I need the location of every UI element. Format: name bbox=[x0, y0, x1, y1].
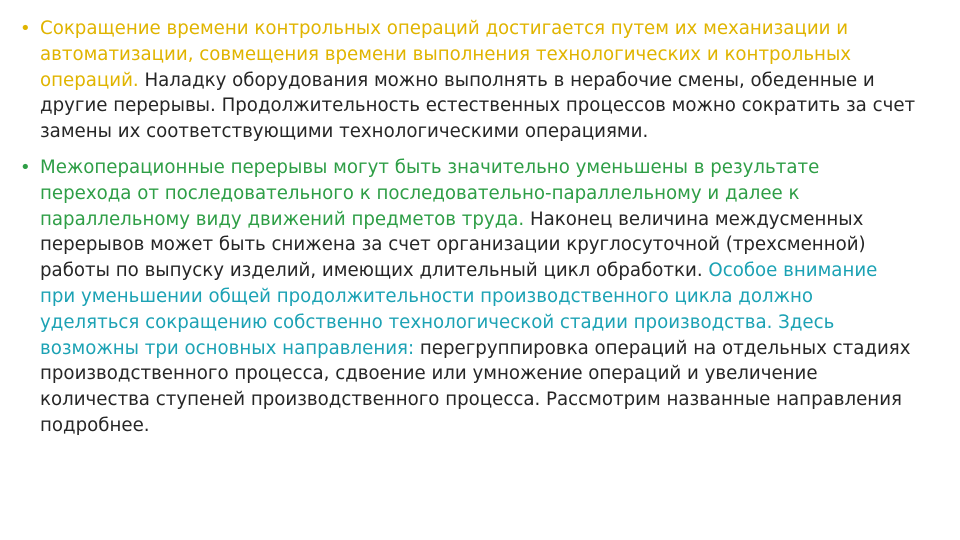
paragraph-2-segment-2: Наконец величина междусменных перерывов может быть снижена за счет организации круглосуточной (трехсменной) работы по выпуску изделий, имеющих длительный цикл обработки. bbox=[40, 208, 866, 282]
paragraph-2-segment-1: Межоперационные перерывы могут быть значительно уменьшены в результате перехода от последовательного к последовательно-параллельному и далее к параллельному виду движений предметов труда. bbox=[40, 156, 820, 230]
bullet-paragraph-2 bbox=[16, 155, 916, 439]
bullet-marker: • bbox=[20, 156, 31, 178]
slide-content bbox=[16, 16, 916, 449]
paragraph-1-segment-2: Наладку оборудования можно выполнять в нерабочие смены, обеденные и другие перерывы. Продолжительность естественных процессов можно сократить за счет замены их соответствующими технологическими операциями. bbox=[40, 69, 916, 143]
paragraph-1-segment-1: Сокращение времени контрольных операций достигается путем их механизации и автоматизации, совмещения времени выполнения технологических и контрольных операций. bbox=[40, 18, 852, 91]
bullet-paragraph-1 bbox=[16, 16, 916, 145]
bullet-marker: • bbox=[20, 18, 31, 39]
paragraph-2-segment-4: перегруппировка операций на отдельных стадиях производственного процесса, сдвоение или умножение операций и увеличение количества ступеней производственного процесса. Рассмотрим названные направления подробнее. bbox=[40, 337, 911, 436]
paragraph-2-segment-3: Особое внимание при уменьшении общей продолжительности производственного цикла должно уделяться сокращению собственно технологической стадии производства. Здесь возможны три основных направления: bbox=[40, 260, 878, 359]
